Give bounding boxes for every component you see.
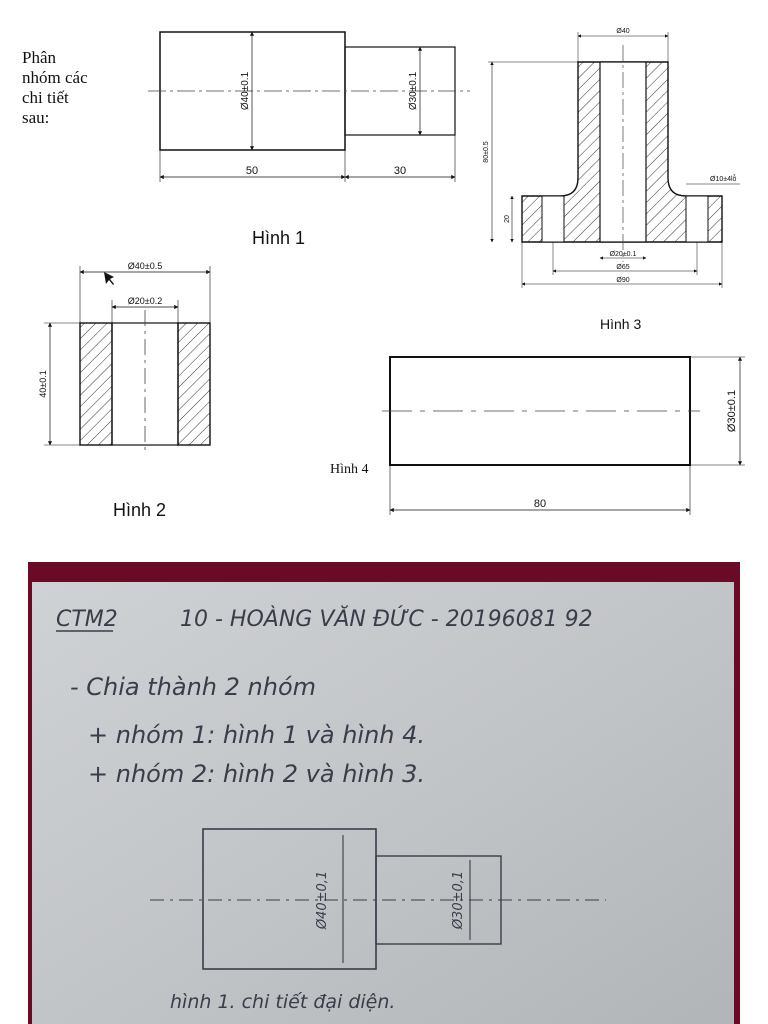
dim-label-outer: Ø90 — [616, 277, 630, 284]
dim-label-length: 80 — [533, 498, 547, 510]
dim-label-inner-dia: Ø20±0.2 — [127, 296, 163, 306]
figure-4-shaft — [382, 357, 745, 515]
note-header: CTM2 — [56, 607, 118, 632]
bolt-hole-left — [542, 196, 564, 242]
dim-label-hole: Ø10±4lỗ — [710, 176, 737, 183]
dim-label-top-dia: Ø40 — [616, 28, 630, 35]
mouse-cursor-icon — [104, 272, 114, 285]
dim-label-outer-dia: Ø40±0.5 — [127, 261, 163, 271]
sketch-dim-big: Ø40±0,1 — [315, 870, 330, 930]
dim-label-dia-small: Ø30±0.1 — [408, 71, 419, 111]
prompt-line: sau: — [22, 108, 50, 127]
note-line: + nhóm 1: hình 1 và hình 4. — [88, 721, 426, 749]
dim-label-dia-big: Ø40±0.1 — [240, 71, 251, 111]
figure-1-caption: Hình 1 — [252, 228, 306, 248]
figure-1-stepped-shaft — [148, 32, 470, 182]
dim-label-height: 40±0.1 — [38, 370, 48, 398]
dim-label-len-big: 50 — [245, 165, 259, 177]
note-student-name: 10 - HOÀNG VĂN ĐỨC - 20196081 92 — [180, 607, 593, 632]
bolt-hole-right — [686, 196, 708, 242]
prompt-line: nhóm các — [22, 68, 88, 87]
prompt-line: Phân — [22, 48, 56, 67]
figure-3-caption: Hình 3 — [600, 316, 642, 332]
dim-label-dia: Ø30±0.1 — [726, 389, 738, 433]
handwritten-answer-photo — [0, 530, 768, 1024]
figure-2-bushing — [38, 261, 210, 452]
dim-label-height: 80±0.5 — [483, 141, 490, 163]
dim-label-flange: 20 — [504, 215, 511, 223]
dim-label-pcd: Ø65 — [616, 264, 630, 271]
note-caption: hình 1. chi tiết đại diện. — [170, 991, 396, 1013]
figure-3-flanged-bushing — [483, 28, 740, 288]
notebook-page — [0, 530, 768, 1024]
note-line: - Chia thành 2 nhóm — [70, 673, 317, 701]
dim-label-len-small: 30 — [393, 165, 407, 177]
note-line: + nhóm 2: hình 2 và hình 3. — [88, 760, 426, 788]
figure-4-caption: Hình 4 — [330, 462, 369, 477]
paper-sheet — [32, 582, 734, 1024]
bushing-wall-right — [178, 323, 210, 445]
prompt-line: chi tiết — [22, 88, 69, 107]
bushing-wall-left — [80, 323, 112, 445]
dim-label-bore: Ø20±0.1 — [609, 251, 637, 258]
figure-2-caption: Hình 2 — [113, 500, 167, 520]
sketch-dim-small: Ø30±0,1 — [451, 870, 466, 930]
